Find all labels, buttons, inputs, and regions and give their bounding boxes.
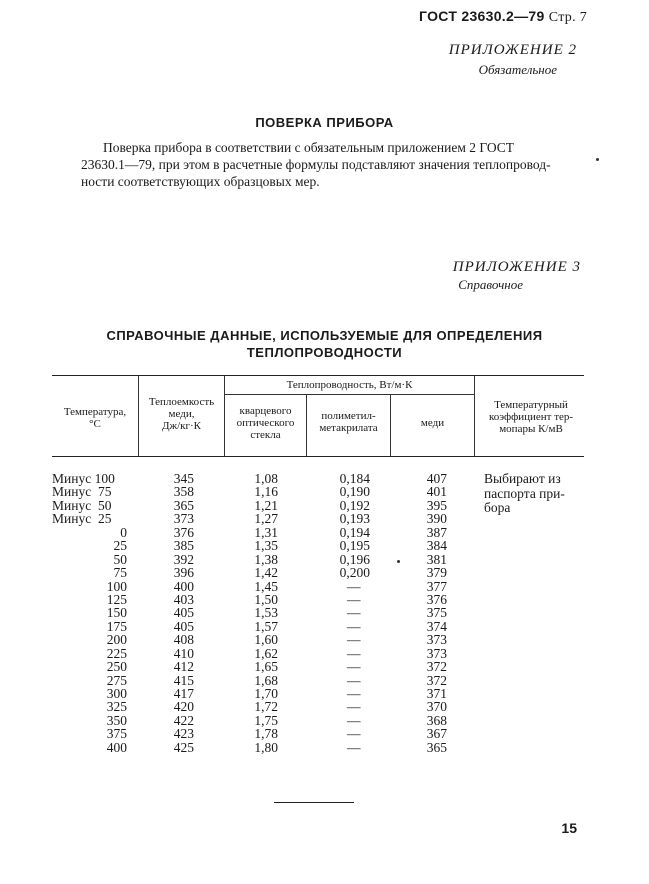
table-cell: 225 [106, 645, 127, 661]
table-cell: 1,16 [254, 484, 278, 500]
page-number: 15 [561, 820, 577, 836]
table-cell: 0,192 [339, 497, 370, 513]
table-cell: 1,27 [254, 511, 278, 527]
table-cell: 374 [426, 618, 447, 634]
section-paragraph [81, 139, 595, 190]
table-cell: 365 [173, 497, 194, 513]
table-cell: — [347, 645, 361, 661]
paragraph-line: Поверка прибора в соответствии с обязательным приложением 2 ГОСТ [103, 140, 515, 155]
table-cell: 372 [426, 659, 447, 675]
table-cell: — [347, 686, 361, 701]
table-cell: 1,38 [254, 551, 278, 567]
table-cell: 401 [426, 484, 447, 500]
table-cell: 250 [106, 659, 127, 675]
table-cell: 1,42 [254, 565, 278, 581]
table-header-rule [52, 456, 584, 457]
table-cell: 385 [173, 538, 194, 554]
table-cell: 392 [173, 551, 194, 567]
table-cell: 403 [173, 591, 194, 607]
table-cell: Минус 75 [52, 484, 112, 500]
appendix-3-title: ПРИЛОЖЕНИЕ 3 [452, 259, 581, 275]
table-cell: 376 [426, 591, 447, 607]
table-cell: 100 [106, 578, 127, 594]
table-cell: 1,65 [254, 659, 278, 675]
table-cell: 1,31 [254, 524, 278, 540]
table-cell: 358 [173, 484, 194, 500]
table-cell: 412 [173, 659, 194, 675]
table-cell: 396 [173, 565, 194, 581]
table-cell: 381 [426, 551, 447, 567]
table-cell: 0 [120, 524, 127, 540]
table-cell: 423 [173, 726, 194, 742]
paragraph-line: 23630.1—79, при этом в расчетные формулы подставляют значения теплопровод- [81, 157, 551, 172]
table-title-line1: СПРАВОЧНЫЕ ДАННЫЕ, ИСПОЛЬЗУЕМЫЕ ДЛЯ ОПРЕДЕЛЕНИЯ [106, 328, 543, 343]
table-cell: 1,78 [254, 726, 278, 742]
table-cell: — [347, 618, 361, 634]
header-thermo-coef: Температурный коэффициент тер- мопары К/мВ [488, 399, 574, 435]
table-cell: 0,194 [339, 524, 370, 540]
page-label: Стр. 7 [548, 10, 587, 25]
table-cell: 410 [173, 645, 194, 661]
table-cell: 1,50 [254, 591, 278, 607]
standard-number: ГОСТ 23630.2—79 [419, 8, 545, 24]
table-cell: 371 [426, 686, 447, 701]
table-cell: Минус 100 [52, 471, 115, 486]
table-cell: 175 [106, 618, 127, 634]
table-cell: 417 [173, 686, 194, 701]
table-cell: 390 [426, 511, 447, 527]
table-cell: 50 [113, 551, 127, 567]
table-cell: — [347, 591, 361, 607]
section-heading: ПОВЕРКА ПРИБОРА [255, 115, 394, 130]
table-cell: 405 [173, 618, 194, 634]
table-cell: 325 [106, 699, 127, 715]
table-cell: — [347, 672, 361, 688]
table-cell: Минус 25 [52, 511, 112, 527]
table-cell: 415 [173, 672, 194, 688]
table-cell: 345 [173, 471, 194, 486]
header-quartz: кварцевого оптического стекла [236, 405, 295, 441]
table-cell: 1,72 [254, 699, 278, 715]
header-copper: меди [420, 417, 445, 429]
header-heat-capacity: Теплоемкость меди, Дж/кг·К [148, 396, 215, 432]
table-cell: 377 [426, 578, 447, 594]
table-cell: 370 [426, 699, 447, 715]
table-cell: 0,190 [339, 484, 370, 500]
column-quartz [225, 472, 278, 754]
table-cell: 1,68 [254, 672, 278, 688]
table-cell: 407 [426, 471, 447, 486]
appendix-2-status: Обязательное [478, 62, 557, 77]
table-cell: 420 [173, 699, 194, 715]
table-cell: 367 [426, 726, 447, 742]
column-pmma [307, 472, 370, 754]
table-cell: — [347, 605, 361, 621]
table-cell: 405 [173, 605, 194, 621]
table-cell: 400 [106, 739, 127, 755]
table-cell: 0,196 [339, 551, 370, 567]
table-cell: 373 [426, 645, 447, 661]
table-cell: 372 [426, 672, 447, 688]
table-cell: 1,53 [254, 605, 278, 621]
table-cell: 422 [173, 712, 194, 728]
table-cell: 300 [106, 686, 127, 701]
table-cell: 0,200 [339, 565, 370, 581]
table-title-line2: ТЕПЛОПРОВОДНОСТИ [246, 345, 403, 360]
table-cell: Минус 50 [52, 497, 112, 513]
table-cell: 1,75 [254, 712, 278, 728]
table-cell: 425 [173, 739, 194, 755]
column-copper [391, 472, 447, 754]
scan-speck [596, 158, 599, 161]
table-cell: 376 [173, 524, 194, 540]
table-cell: 384 [426, 538, 447, 554]
table-cell: 375 [426, 605, 447, 621]
table-cell: 373 [426, 632, 447, 648]
table-cell: 75 [113, 565, 127, 581]
table-cell: — [347, 712, 361, 728]
page-header [419, 8, 587, 26]
table-cell: 408 [173, 632, 194, 648]
table-cell: 125 [106, 591, 127, 607]
table-cell: 365 [426, 739, 447, 755]
column-temperature [52, 472, 127, 754]
column-heat-capacity [139, 472, 194, 754]
table-cell: 379 [426, 565, 447, 581]
table-cell: 368 [426, 712, 447, 728]
table-cell: 0,184 [339, 471, 370, 486]
table-cell: 1,35 [254, 538, 278, 554]
table-cell: 1,57 [254, 618, 278, 634]
table-cell: — [347, 659, 361, 675]
end-rule [274, 802, 354, 803]
table-cell: 25 [113, 538, 127, 554]
table-cell: 373 [173, 511, 194, 527]
table-cell: 200 [106, 632, 127, 648]
table-cell: 395 [426, 497, 447, 513]
header-conductivity: Теплопроводность, Вт/м·К [286, 379, 413, 391]
header-temperature: Температура, °C [63, 406, 127, 430]
table-cell: 1,70 [254, 686, 278, 701]
thermo-note: Выбирают из паспорта при- бора [484, 471, 565, 515]
table-cell: 350 [106, 712, 127, 728]
table-cell: — [347, 632, 361, 648]
table-cell: 1,62 [254, 645, 278, 661]
conductivity-subrule [224, 394, 474, 395]
table-cell: 375 [106, 726, 127, 742]
table-cell: 150 [106, 605, 127, 621]
table-cell: 275 [106, 672, 127, 688]
table-cell: — [347, 726, 361, 742]
table-cell: 387 [426, 524, 447, 540]
table-cell: 1,08 [254, 471, 278, 486]
table-cell: 1,60 [254, 632, 278, 648]
table-cell: 1,21 [254, 497, 278, 513]
table-cell: — [347, 699, 361, 715]
table-top-rule [52, 375, 584, 376]
appendix-3-status: Справочное [458, 277, 523, 292]
appendix-2-title: ПРИЛОЖЕНИЕ 2 [448, 42, 577, 58]
table-cell: — [347, 739, 361, 755]
table-cell: 400 [173, 578, 194, 594]
table-cell: 0,193 [339, 511, 370, 527]
table-cell: 0,195 [339, 538, 370, 554]
header-pmma: полиметил- метакрилата [319, 410, 378, 434]
table-cell: 1,80 [254, 739, 278, 755]
scan-speck [397, 560, 400, 563]
table-cell: — [347, 578, 361, 594]
table-cell: 1,45 [254, 578, 278, 594]
paragraph-line: ности соответствующих образцовых мер. [81, 174, 320, 189]
